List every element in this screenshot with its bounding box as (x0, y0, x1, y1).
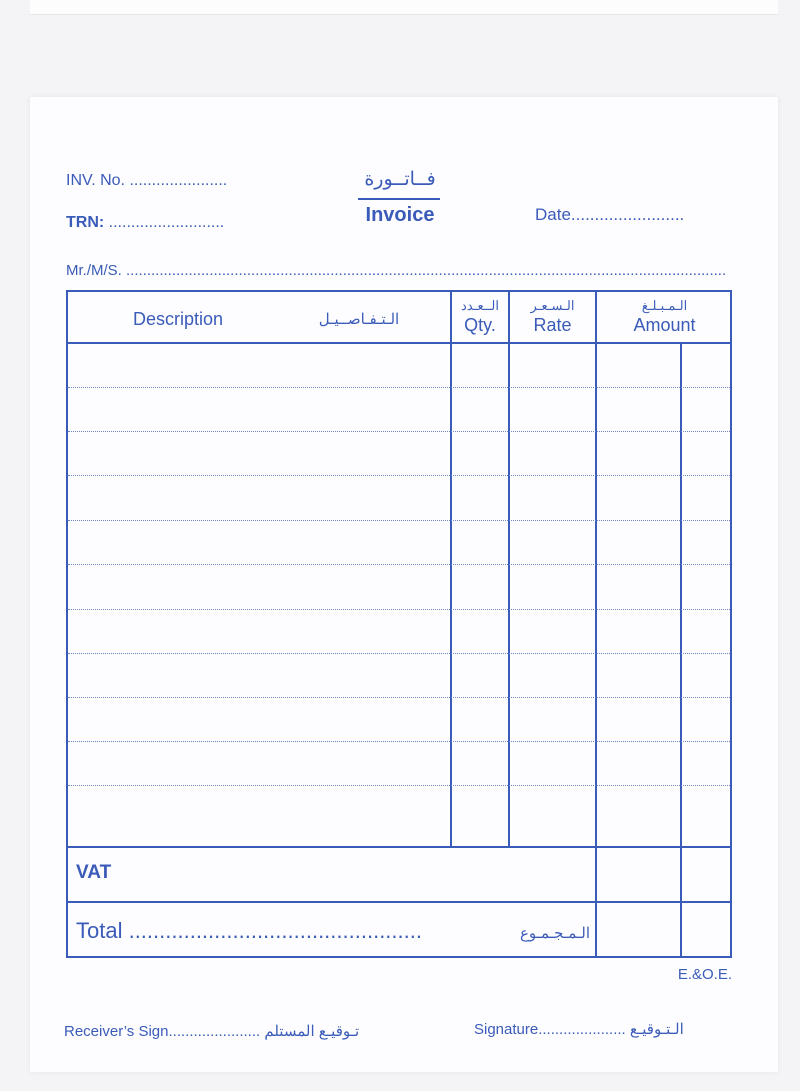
invoice-number-field: INV. No. ...................... (66, 172, 228, 189)
errors-omissions-note: E.&O.E. (677, 966, 732, 983)
header-bottom-line (68, 342, 730, 344)
customer-field: Mr./M/S. ................................................................................................................................................ (66, 262, 727, 279)
col-divider-rate (508, 292, 510, 848)
col-divider-fils (680, 344, 682, 956)
header-description-ar (304, 312, 414, 328)
qty-label: Qty. (464, 315, 496, 335)
header-qty (452, 298, 508, 336)
row-line (68, 741, 730, 742)
row-line (68, 431, 730, 432)
rate-label-ar: الـسـعـر (530, 298, 575, 313)
vat-top-line (68, 846, 730, 848)
header-description (118, 308, 238, 330)
qty-label-ar: الــعـدد (461, 298, 499, 313)
header-rate (510, 298, 595, 336)
row-line (68, 564, 730, 565)
page-title: Invoice (365, 204, 435, 226)
row-line (68, 520, 730, 521)
description-label-ar: الـتـفـاصــيـل (318, 311, 400, 328)
row-line (68, 387, 730, 388)
row-line (68, 475, 730, 476)
row-line (68, 609, 730, 610)
header-amount (597, 298, 732, 336)
date-field: Date........................ (535, 205, 685, 224)
total-label: Total ................................................ (76, 918, 422, 943)
total-top-line (68, 901, 730, 903)
amount-label-ar: الـمـبـلـغ (641, 298, 688, 313)
col-divider-amount (595, 292, 597, 956)
row-line (68, 653, 730, 654)
receiver-signature-field: Receiver’s Sign...................... تـوقيـع المستلم (64, 1023, 360, 1040)
rate-label: Rate (533, 315, 572, 335)
trn-dots: .......................... (104, 214, 225, 231)
vat-label: VAT (76, 862, 112, 883)
trn-label: TRN: (66, 214, 105, 231)
total-label-ar: الـمـجـمـوع (519, 925, 590, 942)
amount-label: Amount (633, 315, 696, 335)
description-label: Description (132, 309, 224, 329)
title-arabic: فــاتــورة (364, 169, 436, 190)
backing-sheet (30, 0, 778, 15)
row-line (68, 785, 730, 786)
col-divider-qty (450, 292, 452, 848)
trn-field (66, 214, 224, 232)
invoice-table (66, 290, 732, 958)
signature-field: Signature..................... الـتـوقيـع (474, 1021, 684, 1038)
title-underline (358, 198, 440, 200)
row-line (68, 697, 730, 698)
